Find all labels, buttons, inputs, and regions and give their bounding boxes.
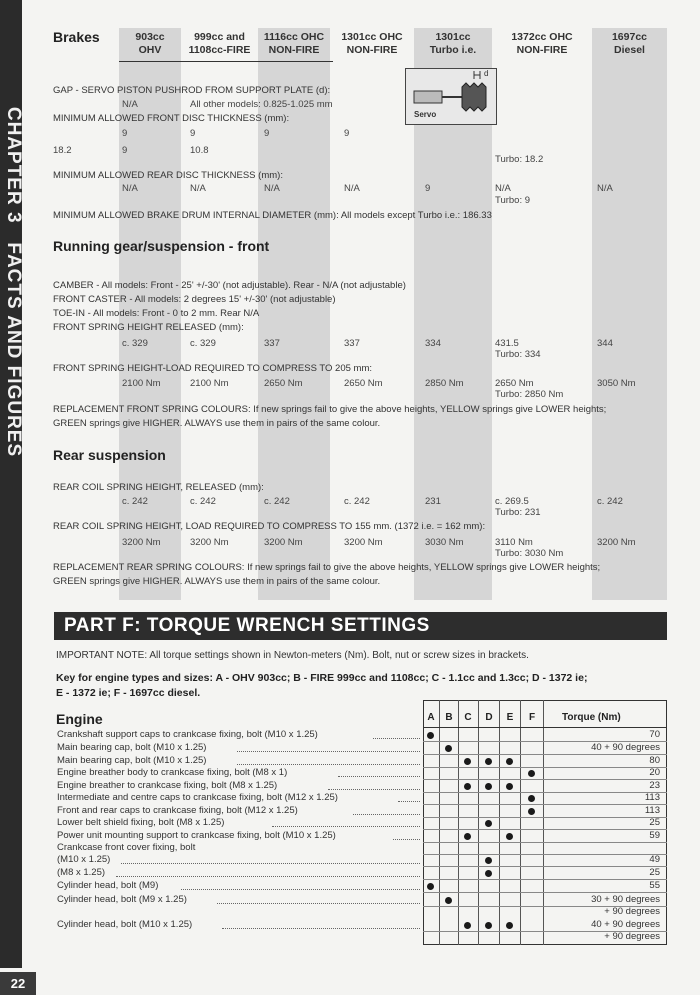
front-spring-1116: 337 xyxy=(264,338,280,349)
grid-row-line xyxy=(423,842,667,843)
engine-row-leader xyxy=(353,814,420,815)
engine-row-label: Lower belt shield fixing, bolt (M8 x 1.25) xyxy=(57,817,225,828)
engine-row-leader xyxy=(217,903,420,904)
engine-row-leader xyxy=(116,876,420,877)
front-spring-1301: 337 xyxy=(344,338,360,349)
servo-diagram xyxy=(405,68,497,125)
engine-row-label: Front and rear caps to crankcase fixing, bolt (M12 x 1.25) xyxy=(57,805,298,816)
engine-type-dot xyxy=(485,870,492,877)
rear-disc-1372: N/A xyxy=(495,183,511,194)
grid-divider xyxy=(543,700,544,945)
column-header-1301: 1301cc OHC NON-FIRE xyxy=(341,31,403,56)
front-suspension-title: Running gear/suspension - front xyxy=(53,238,270,254)
rear-disc-label: MINIMUM ALLOWED REAR DISC THICKNESS (mm): xyxy=(53,170,283,181)
front-colours-line1: REPLACEMENT FRONT SPRING COLOURS: If new springs fail to give the above heights, YELLOW springs give LOWER heights; xyxy=(53,404,607,415)
rear-load-903: 3200 Nm xyxy=(122,537,161,548)
engine-row-label: (M8 x 1.25) xyxy=(57,867,106,878)
front-load-903: 2100 Nm xyxy=(122,378,161,389)
rear-load-turbo-note: Turbo: 3030 Nm xyxy=(495,548,564,559)
section-label: FACTS AND FIGURES xyxy=(3,242,24,458)
front-spring-turbo-note: Turbo: 334 xyxy=(495,349,541,360)
front-disc-999: 9 xyxy=(190,128,196,139)
column-header-1116: 1116cc OHC NON-FIRE xyxy=(263,31,325,56)
engine-type-dot xyxy=(485,857,492,864)
engine-type-dot xyxy=(427,883,434,890)
grid-header-b: B xyxy=(445,712,453,723)
engine-row-label: (M10 x 1.25) xyxy=(57,854,111,865)
torque-header: Torque (Nm) xyxy=(562,712,621,723)
rear-spring-turbo: 231 xyxy=(425,496,441,507)
engine-type-dot xyxy=(506,833,513,840)
engine-type-dot xyxy=(464,922,471,929)
engine-row-label: Power unit mounting support to crankcase fixing, bolt (M10 x 1.25) xyxy=(57,830,336,841)
part-f-banner: PART F: TORQUE WRENCH SETTINGS xyxy=(54,612,667,640)
engine-row-torque: 40 + 90 degrees xyxy=(591,919,660,930)
engine-row-leader xyxy=(398,801,420,802)
rear-colours-line1: REPLACEMENT REAR SPRING COLOURS: If new springs fail to give the above heights, YELLOW springs give LOWER heights; xyxy=(53,562,601,573)
rear-spring-turbo-note: Turbo: 231 xyxy=(495,507,541,518)
engine-row-leader xyxy=(393,839,420,840)
front-spring-999: c. 329 xyxy=(190,338,216,349)
engine-row-label: Engine breather to crankcase fixing, bolt (M8 x 1.25) xyxy=(57,780,278,791)
column-header-turbo: 1301cc Turbo i.e. xyxy=(429,31,477,56)
camber-text: CAMBER - All models: Front - 25' +/-30' (not adjustable). Rear - N/A (not adjustable) xyxy=(53,280,406,291)
grid-row-line xyxy=(423,892,667,893)
engine-row-torque: 23 xyxy=(649,780,660,791)
gap-value-others: All other models: 0.825-1.025 mm xyxy=(190,99,333,110)
front-load-1301: 2650 Nm xyxy=(344,378,383,389)
engine-row-leader xyxy=(222,928,420,929)
engine-row-leader xyxy=(373,738,420,739)
grid-divider xyxy=(458,700,459,945)
rear-spring-903: c. 242 xyxy=(122,496,148,507)
engine-row-label: Crankshaft support caps to crankcase fixing, bolt (M10 x 1.25) xyxy=(57,729,318,740)
drum-label: MINIMUM ALLOWED BRAKE DRUM INTERNAL DIAMETER (mm): All models except Turbo i.e.: 186.33 xyxy=(53,210,492,221)
engine-type-dot xyxy=(528,795,535,802)
column-header-diesel: 1697cc Diesel xyxy=(611,31,648,56)
engine-row-leader xyxy=(272,826,420,827)
gap-value-903: N/A xyxy=(122,99,138,110)
front-spring-1372: 431.5 xyxy=(495,338,519,349)
engine-row-torque: 30 + 90 degrees xyxy=(591,894,660,905)
engine-row-leader xyxy=(338,776,420,777)
rear-disc-turbo-col: 9 xyxy=(425,183,431,194)
front-load-999: 2100 Nm xyxy=(190,378,229,389)
engine-type-dot xyxy=(464,833,471,840)
rear-disc-903: N/A xyxy=(122,183,138,194)
grid-header-e: E xyxy=(506,712,514,723)
engine-type-dot xyxy=(528,770,535,777)
rear-disc-999: N/A xyxy=(190,183,206,194)
front-load-1372: 2650 Nm xyxy=(495,378,534,389)
front-disc-label: MINIMUM ALLOWED FRONT DISC THICKNESS (mm): xyxy=(53,113,290,124)
column-header-1372: 1372cc OHC NON-FIRE xyxy=(511,31,573,56)
engine-type-dot xyxy=(506,758,513,765)
engine-row-torque: 25 xyxy=(649,817,660,828)
grid-header-a: A xyxy=(427,712,435,723)
rear-disc-diesel: N/A xyxy=(597,183,613,194)
front-disc-row2-903: 9 xyxy=(122,145,128,156)
front-disc-row2-999: 10.8 xyxy=(190,145,209,156)
page-number: 22 xyxy=(0,972,36,995)
engine-row-torque: 20 xyxy=(649,767,660,778)
rear-load-1372: 3110 Nm xyxy=(495,537,533,548)
engine-row-torque: 59 xyxy=(649,830,660,841)
engine-type-dot xyxy=(464,783,471,790)
engine-type-dot xyxy=(506,783,513,790)
engine-row-label: Cylinder head, bolt (M9 x 1.25) xyxy=(57,894,187,905)
servo-label: Servo xyxy=(414,110,437,119)
engine-row-torque: 113 xyxy=(644,792,660,803)
front-colours-line2: GREEN springs give HIGHER. ALWAYS use them in pairs of the same colour. xyxy=(53,418,381,429)
front-disc-turbo: Turbo: 18.2 xyxy=(495,154,544,165)
front-load-turbo-note: Turbo: 2850 Nm xyxy=(495,389,564,400)
engine-row-label: Cylinder head, bolt (M10 x 1.25) xyxy=(57,919,193,930)
front-spring-turbo: 334 xyxy=(425,338,441,349)
engine-title: Engine xyxy=(56,711,103,727)
engine-type-dot xyxy=(485,922,492,929)
gap-label: GAP - SERVO PISTON PUSHROD FROM SUPPORT PLATE (d): xyxy=(53,85,331,96)
grid-header-d: D xyxy=(485,712,493,723)
grid-header-c: C xyxy=(464,712,472,723)
column-header-903: 903cc OHV xyxy=(135,31,165,56)
engine-row-torque: 70 xyxy=(649,729,660,740)
engine-type-dot xyxy=(445,897,452,904)
rear-spring-label: REAR COIL SPRING HEIGHT, RELEASED (mm): xyxy=(53,482,264,493)
rear-load-label: REAR COIL SPRING HEIGHT, LOAD REQUIRED TO COMPRESS TO 155 mm. (1372 i.e. = 162 mm): xyxy=(53,521,486,532)
engine-type-dot xyxy=(464,758,471,765)
rear-load-999: 3200 Nm xyxy=(190,537,229,548)
engine-row-torque: 49 xyxy=(649,854,660,865)
engine-row-torque-extra: + 90 degrees xyxy=(604,931,660,942)
engine-key xyxy=(56,671,656,701)
toe-in-text: TOE-IN - All models: Front - 0 to 2 mm. Rear N/A xyxy=(53,308,260,319)
front-load-turbo: 2850 Nm xyxy=(425,378,464,389)
rear-colours-line2: GREEN springs give HIGHER. ALWAYS use them in pairs of the same colour. xyxy=(53,576,381,587)
engine-row-leader xyxy=(237,751,420,752)
grid-header-line xyxy=(423,727,667,728)
engine-row-torque-extra: + 90 degrees xyxy=(604,906,660,917)
front-disc-903: 9 xyxy=(122,128,128,139)
engine-row-torque: 113 xyxy=(644,805,660,816)
engine-row-leader xyxy=(121,863,420,864)
rear-load-diesel: 3200 Nm xyxy=(597,537,636,548)
grid-divider xyxy=(520,700,521,945)
important-note: IMPORTANT NOTE: All torque settings shown in Newton-meters (Nm). Bolt, nut or screw sizes in brackets. xyxy=(56,650,529,661)
rear-load-1116: 3200 Nm xyxy=(264,537,303,548)
grid-divider xyxy=(439,700,440,945)
front-load-1116: 2650 Nm xyxy=(264,378,303,389)
rear-load-1301: 3200 Nm xyxy=(344,537,383,548)
rear-spring-1301: c. 242 xyxy=(344,496,370,507)
grid-divider xyxy=(478,700,479,945)
engine-type-dot xyxy=(445,745,452,752)
engine-row-label: Main bearing cap, bolt (M10 x 1.25) xyxy=(57,755,207,766)
column-band-diesel xyxy=(592,28,667,600)
engine-row-leader xyxy=(237,764,420,765)
engine-row-leader xyxy=(328,789,420,790)
caster-text: FRONT CASTER - All models: 2 degrees 15' +/-30' (not adjustable) xyxy=(53,294,336,305)
engine-type-dot xyxy=(485,783,492,790)
rear-disc-1301: N/A xyxy=(344,183,360,194)
engine-row-label: Intermediate and centre caps to crankcase fixing, bolt (M12 x 1.25) xyxy=(57,792,338,803)
engine-row-label: Engine breather body to crankcase fixing, bolt (M8 x 1) xyxy=(57,767,288,778)
front-disc-row2-left: 18.2 xyxy=(53,145,72,156)
front-load-label: FRONT SPRING HEIGHT-LOAD REQUIRED TO COMPRESS TO 205 mm: xyxy=(53,363,373,374)
brakes-title: Brakes xyxy=(53,29,100,45)
chapter-sidebar-text xyxy=(0,102,24,462)
rear-spring-diesel: c. 242 xyxy=(597,496,623,507)
chapter-label: CHAPTER 3 xyxy=(3,106,24,224)
engine-row-torque: 55 xyxy=(649,880,660,891)
engine-type-dot xyxy=(427,732,434,739)
engine-row-torque: 25 xyxy=(649,867,660,878)
rear-spring-999: c. 242 xyxy=(190,496,216,507)
engine-row-torque: 40 + 90 degrees xyxy=(591,742,660,753)
front-disc-1116: 9 xyxy=(264,128,270,139)
grid-divider xyxy=(499,700,500,945)
engine-row-label: Main bearing cap, bolt (M10 x 1.25) xyxy=(57,742,207,753)
column-header-999: 999cc and 1108cc-FIRE xyxy=(188,31,251,56)
engine-type-dot xyxy=(506,922,513,929)
engine-key-line2: E - 1372 ie; F - 1697cc diesel. xyxy=(56,687,201,699)
front-spring-903: c. 329 xyxy=(122,338,148,349)
servo-d-label: d xyxy=(484,69,489,78)
rear-disc-turbo-note: Turbo: 9 xyxy=(495,195,531,206)
engine-type-dot xyxy=(528,808,535,815)
engine-type-dot xyxy=(485,758,492,765)
front-load-diesel: 3050 Nm xyxy=(597,378,636,389)
engine-row-leader xyxy=(181,889,420,890)
rear-spring-1372: c. 269.5 xyxy=(495,496,529,507)
engine-row-torque: 80 xyxy=(649,755,660,766)
rear-load-turbo: 3030 Nm xyxy=(425,537,464,548)
front-spring-diesel: 344 xyxy=(597,338,613,349)
engine-row-label: Cylinder head, bolt (M9) xyxy=(57,880,159,891)
engine-key-line1: Key for engine types and sizes: A - OHV 903cc; B - FIRE 999cc and 1108cc; C - 1.1cc and 1.3cc; D - 1372 ie; xyxy=(56,672,588,684)
header-underline xyxy=(119,61,333,62)
rear-spring-1116: c. 242 xyxy=(264,496,290,507)
engine-row-label: Crankcase front cover fixing, bolt xyxy=(57,842,196,853)
grid-header-f: F xyxy=(528,712,536,723)
engine-type-dot xyxy=(485,820,492,827)
rear-disc-1116: N/A xyxy=(264,183,280,194)
front-disc-1301: 9 xyxy=(344,128,350,139)
front-spring-label: FRONT SPRING HEIGHT RELEASED (mm): xyxy=(53,322,244,333)
rear-suspension-title: Rear suspension xyxy=(53,447,166,463)
